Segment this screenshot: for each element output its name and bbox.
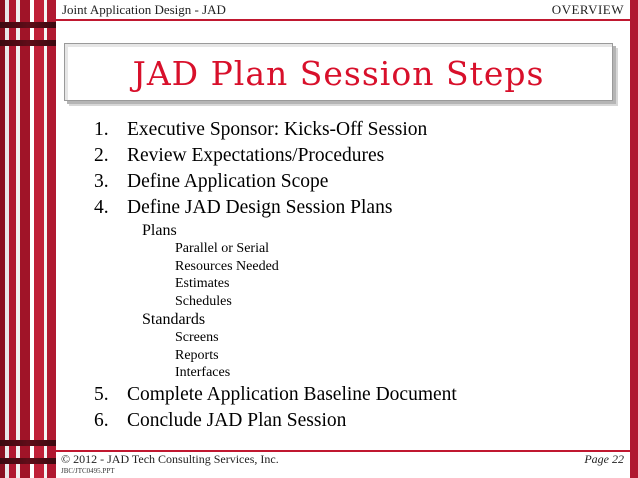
- step-4: [94, 195, 457, 221]
- step-number: 5.: [94, 383, 109, 405]
- step-2: [94, 143, 457, 169]
- header-rule: [56, 19, 630, 21]
- step-text: Review Expectations/Procedures: [127, 145, 385, 166]
- step-text: Conclude JAD Plan Session: [127, 409, 347, 431]
- plans-item: Estimates: [175, 276, 230, 291]
- step-text: Complete Application Baseline Document: [127, 383, 457, 405]
- plans-label: Plans: [142, 222, 177, 239]
- step-1: [94, 117, 457, 143]
- slide-content: [94, 117, 457, 434]
- step-number: 6.: [94, 409, 109, 431]
- step-text: Define Application Scope: [127, 171, 329, 192]
- standards-item: Interfaces: [175, 365, 231, 380]
- plans-item: Resources Needed: [175, 258, 279, 274]
- left-decorative-band: [0, 0, 56, 478]
- step-3: [94, 169, 457, 195]
- right-decorative-band: [630, 0, 638, 478]
- plans-item: Schedules: [175, 293, 232, 309]
- header-section: OVERVIEW: [551, 2, 624, 17]
- footer-file-code: JBC/JTC0495.PPT: [61, 467, 115, 475]
- footer-copyright: © 2012 - JAD Tech Consulting Services, Inc.: [61, 452, 279, 466]
- standards-item: Reports: [175, 347, 219, 363]
- title-box: [64, 43, 613, 101]
- step-text: Define JAD Design Session Plans: [127, 197, 393, 218]
- step-number: 2.: [94, 145, 109, 166]
- plans-item: Parallel or Serial: [175, 241, 270, 256]
- step-5: [94, 382, 457, 408]
- page-number: Page 22: [584, 452, 624, 466]
- slide-title: JAD Plan Session Steps: [132, 54, 545, 93]
- standards-item: Screens: [175, 330, 219, 345]
- standards-label: Standards: [142, 311, 206, 328]
- step-text: Executive Sponsor: Kicks-Off Session: [127, 119, 428, 140]
- header-title: Joint Application Design - JAD: [62, 2, 226, 17]
- step-number: 4.: [94, 197, 109, 218]
- step-number: 1.: [94, 119, 109, 140]
- step-6: [94, 408, 457, 434]
- step-number: 3.: [94, 171, 109, 192]
